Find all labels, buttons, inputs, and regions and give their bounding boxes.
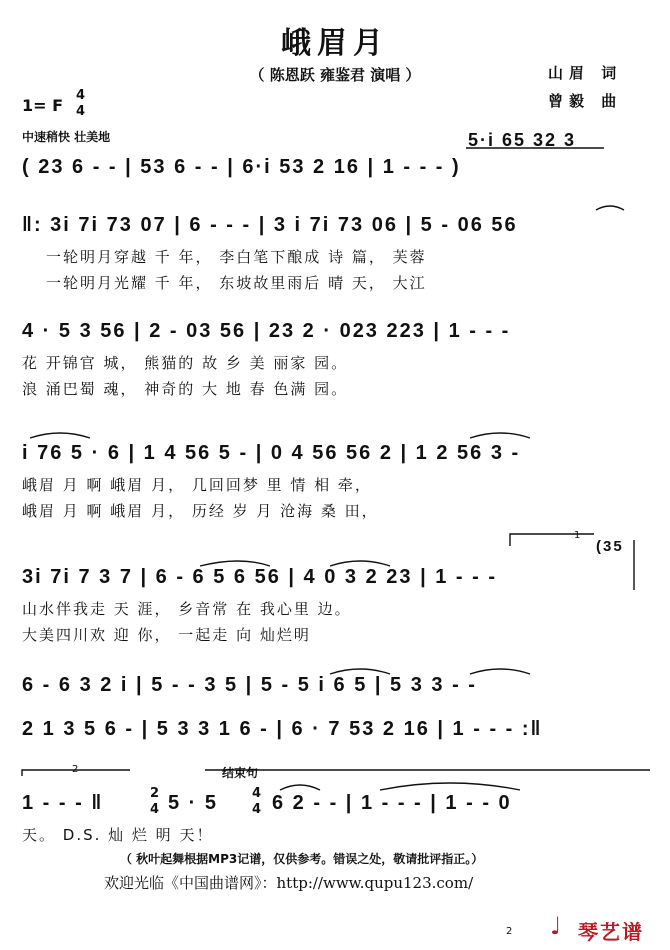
ending-label: 结束句 [222,766,259,780]
time-change-1-top: 2 [150,786,160,801]
tempo-marking: 中速稍快 壮美地 [22,130,111,144]
song-title: 峨眉月 [281,26,389,61]
key-signature: 1= F [22,96,64,115]
time-change-2-top: 4 [252,786,262,801]
score-line-3: 4 · 5 3 56 | 2 - 03 56 | 23 2 · 023 223 | 1 - - - [22,320,511,342]
volta-1-number: 1 [574,530,581,541]
time-signature-bottom: 4 [76,104,86,119]
site-link[interactable]: 欢迎光临《中国曲谱网》：http://www.qupu123.com/ [104,874,474,892]
slur-line-6-b [470,669,530,674]
watermark-text: 琴艺谱 [578,920,644,944]
pickup-notes: 5·i 65 32 3 [468,130,577,150]
score-line-4: i 76 5 · 6 | 1 4 56 5 - | 0 4 56 56 2 | 1 2 56 3 - [22,442,521,464]
score-line-8-start: 1 - - - ‖ [22,792,104,814]
score-line-2: ‖: 3i 7i 73 07 | 6 - - - | 3 i 7i 73 06 | 5 - 06 56 [22,214,518,236]
score-line-8-end: 6 2 - - | 1 - - - | 1 - - 0 [272,792,512,814]
slur-line-4-b [470,433,530,438]
lyrics-line-2-verse-1: 一轮明月穿越 千 年， 李白笔下酿成 诗 篇， 芙蓉 [46,248,427,266]
time-change-1-bottom: 4 [150,802,160,817]
score-line-7: 2 1 3 5 6 - | 5 3 3 1 6 - | 6 · 7 53 2 16 | 1 - - - :‖ [22,718,543,740]
lyrics-line-5-verse-2: 大美四川欢 迎 你， 一起走 向 灿烂明 [22,626,311,644]
time-signature-top: 4 [76,88,86,103]
volta-2-cue: (35 [596,538,624,555]
logo-icon: ♩ [550,912,562,940]
composer-credit: 曾毅 曲 [548,92,623,110]
page-number: 2 [506,926,513,937]
slur-line-8 [280,785,320,790]
score-line-1: ( 23 6 - - | 53 6 - - | 6·i 53 2 16 | 1 - - - ) [22,156,461,178]
score-line-6: 6 - 6 3 2 i | 5 - - 3 5 | 5 - 5 i 6 5 | 5 3 3 - - [22,674,477,696]
slur-line-8-b [380,783,520,790]
lyricist-credit: 山眉 词 [548,64,623,82]
transcription-note: （ 秋叶起舞根据MP3记谱，仅供参考。错误之处，敬请批评指正。） [120,852,484,866]
score-line-5: 3i 7i 7 3 7 | 6 - 6 5 6 56 | 4 0 3 2 23 | 1 - - - [22,566,498,588]
lyrics-line-2-verse-2: 一轮明月光耀 千 年， 东坡故里雨后 晴 天， 大江 [46,274,427,292]
lyrics-line-3-verse-1: 花 开锦官 城， 熊猫的 故 乡 美 丽家 园。 [22,354,349,372]
slur-line-4-a [30,433,90,438]
lyrics-line-3-verse-2: 浪 涌巴蜀 魂， 神奇的 大 地 春 色满 园。 [22,380,349,398]
volta-2-number: 2 [72,764,79,775]
lyrics-line-8: 天。 D.S. 灿 烂 明 天！ [22,826,214,844]
time-change-2-bottom: 4 [252,802,262,817]
slur-line-2 [596,206,624,210]
lyrics-line-4-verse-1: 峨眉 月 啊 峨眉 月， 几回回梦 里 情 相 牵， [22,476,372,494]
lyrics-line-5-verse-1: 山水伴我走 天 涯， 乡音常 在 我心里 边。 [22,600,352,618]
singers-credit: （ 陈恩跃 雍鉴君 演唱 ） [249,66,421,84]
score-line-8-middle: 5 · 5 [168,792,219,814]
volta-1-bracket [510,534,594,546]
lyrics-line-4-verse-2: 峨眉 月 啊 峨眉 月， 历经 岁 月 沧海 桑 田， [22,502,379,520]
